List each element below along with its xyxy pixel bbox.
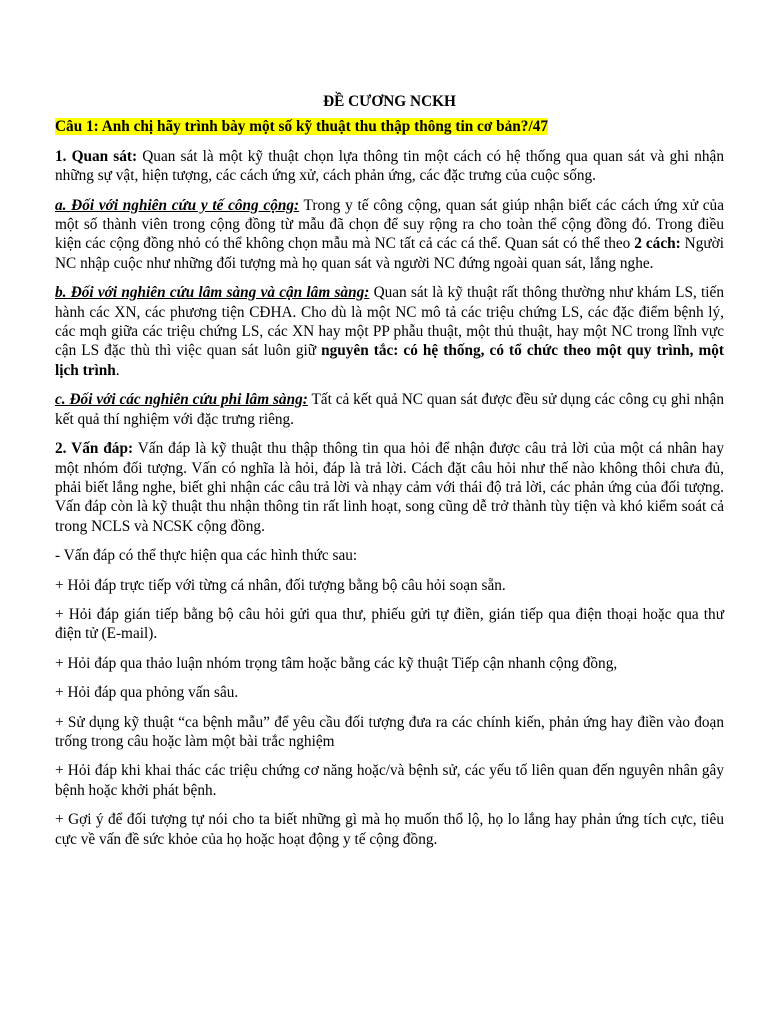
public-health-text-1: Trong y tế công cộng, quan sát giúp nhận biết các cách ứng xử của một số thành viên trong cộng đồng từ mẫu đã chọn để suy rộng ra cho toàn thể cộng đồng đó. Trong điều kiện các cộng đồng nhỏ có thể không chọn mẫu mà NC tất cả các cá thể. Quan sát có thể theo xyxy=(55,196,724,253)
clinical-heading: b. Đối với nghiên cứu lâm sàng và cận lâm sàng: xyxy=(55,284,370,302)
interview-heading: 2. Vấn đáp: xyxy=(55,440,134,458)
public-health-text-2: Người NC nhập cuộc như những đối tượng mà họ quan sát và người NC đứng ngoài quan sát, lắng nghe. xyxy=(55,235,724,272)
list-item: + Hỏi đáp gián tiếp bằng bộ câu hỏi gửi qua thư, phiếu gửi tự điền, gián tiếp qua điện thoại hoặc qua thư điện tử (E-mail). xyxy=(55,605,724,643)
list-item: + Hỏi đáp khi khai thác các triệu chứng cơ năng hoặc/và bệnh sử, các yếu tố liên quan đến nguyên nhân gây bệnh hoặc khởi phát bệnh. xyxy=(55,762,724,799)
public-health-heading: a. Đối với nghiên cứu y tế công cộng: xyxy=(55,196,300,214)
list-item: + Hỏi đáp trực tiếp với từng cá nhân, đối tượng bằng bộ câu hỏi soạn sẵn. xyxy=(55,576,506,594)
interview-text: Vấn đáp là kỹ thuật thu thập thông tin qua hỏi để nhận được câu trả lời của một cá nhân hay một nhóm đối tượng. Vấn có nghĩa là hỏi, đáp là trả lời. Cách đặt câu hỏi như thế nào không thôi chưa đủ, phải biết lắng nghe, biết ghi nhận các câu trả lời và nhạy cảm với thái độ trả lời, các phản ứng của đối tượng. Vấn đáp còn là kỹ thuật thu nhận thông tin rất linh hoạt, song cũng dễ trở thành tùy tiện và khó kiểm soát cả trong NCLS và NCSK cộng đồng. xyxy=(55,440,724,535)
paragraph-interview xyxy=(55,439,724,536)
list-item: + Sử dụng kỹ thuật “ca bệnh mẫu” để yêu cầu đối tượng đưa ra các chính kiến, phản ứng hay điền vào đoạn trống trong câu hoặc làm một bài trắc nghiệm xyxy=(55,713,724,750)
clinical-text-1: Quan sát là kỹ thuật rất thông thường như khám LS, tiến hành các XN, các phương tiện CĐHA. Cho dù là một NC mô tả các triệu chứng LS, các đặc điểm bệnh lý, các mqh giữa các triệu chứng LS, các XN hay một PP phẫu thuật, một thủ thuật, hay một NC trong lĩnh vực cận LS đặc thù thì việc quan sát luôn giữ xyxy=(55,284,724,360)
paragraph-non-clinical xyxy=(55,390,724,429)
clinical-bold: nguyên tắc: có hệ thống, có tổ chức theo một quy trình, một lịch trình xyxy=(55,342,724,379)
paragraph-observation xyxy=(55,147,724,186)
document-page xyxy=(55,92,724,859)
document-title: ĐỀ CƯƠNG NCKH xyxy=(323,93,456,110)
question-highlight: Câu 1: Anh chị hãy trình bày một số kỹ thuật thu thập thông tin cơ bản?/47 xyxy=(55,118,548,136)
paragraph-clinical xyxy=(55,283,724,380)
question-heading xyxy=(55,117,724,136)
observation-text: Quan sát là một kỹ thuật chọn lựa thông tin một cách có hệ thống qua quan sát và ghi nhận những sự vật, hiện tượng, các cách ứng xử, cách phản ứng, các đặc trưng của cuộc sống. xyxy=(55,147,724,185)
observation-heading: 1. Quan sát: xyxy=(55,147,138,165)
public-health-bold: 2 cách: xyxy=(634,235,681,253)
clinical-text-2: . xyxy=(115,361,120,379)
list-item: + Gợi ý để đối tượng tự nói cho ta biết những gì mà họ muốn thổ lộ, họ lo lắng hay phản ứng tích cực, tiêu cực về vấn đề sức khỏe của họ hoặc hoạt động y tế cộng đồng. xyxy=(55,811,724,848)
non-clinical-text: Tất cả kết quả NC quan sát được đều sử dụng các công cụ ghi nhận kết quả thí nghiệm với đặc trưng riêng. xyxy=(55,391,724,428)
list-item: + Hỏi đáp qua phỏng vấn sâu. xyxy=(55,684,239,702)
forms-intro: - Vấn đáp có thể thực hiện qua các hình thức sau: xyxy=(55,547,358,565)
non-clinical-heading: c. Đối với các nghiên cứu phi lâm sàng: xyxy=(55,391,308,409)
list-item: + Hỏi đáp qua thảo luận nhóm trọng tâm hoặc bằng các kỹ thuật Tiếp cận nhanh cộng đồng, xyxy=(55,654,618,672)
paragraph-public-health xyxy=(55,196,724,274)
